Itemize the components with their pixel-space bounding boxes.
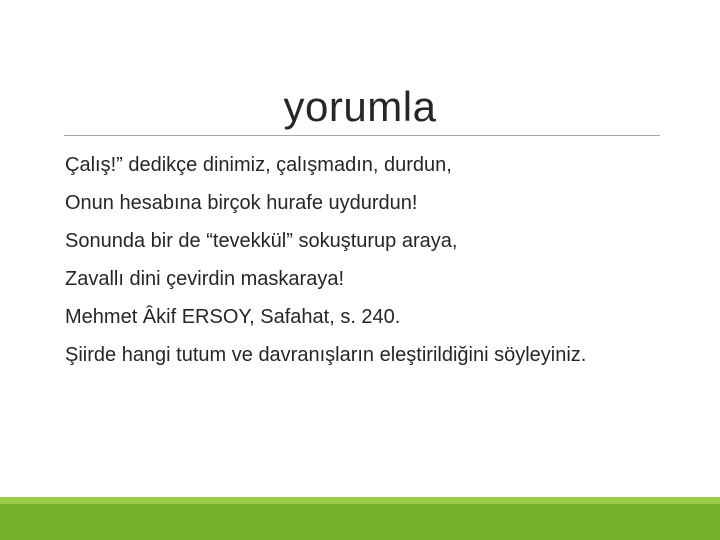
footer-accent-stripe <box>0 497 720 504</box>
poem-line-2: Onun hesabına birçok hurafe uydurdun! <box>65 192 418 214</box>
footer-accent-bar <box>0 504 720 540</box>
slide-title: yorumla <box>283 83 437 130</box>
question-line: Şiirde hangi tutum ve davranışların eleştirildiğini söyleyiniz. <box>65 344 587 366</box>
citation-line: Mehmet Âkif ERSOY, Safahat, s. 240. <box>65 306 401 328</box>
slide-body <box>65 146 685 374</box>
poem-line-4: Zavallı dini çevirdin maskaraya! <box>65 268 344 290</box>
poem-line-1: Çalış!” dedikçe dinimiz, çalışmadın, durdun, <box>65 154 452 176</box>
poem-line-3: Sonunda bir de “tevekkül” sokuşturup araya, <box>65 230 458 252</box>
title-divider <box>64 135 660 136</box>
